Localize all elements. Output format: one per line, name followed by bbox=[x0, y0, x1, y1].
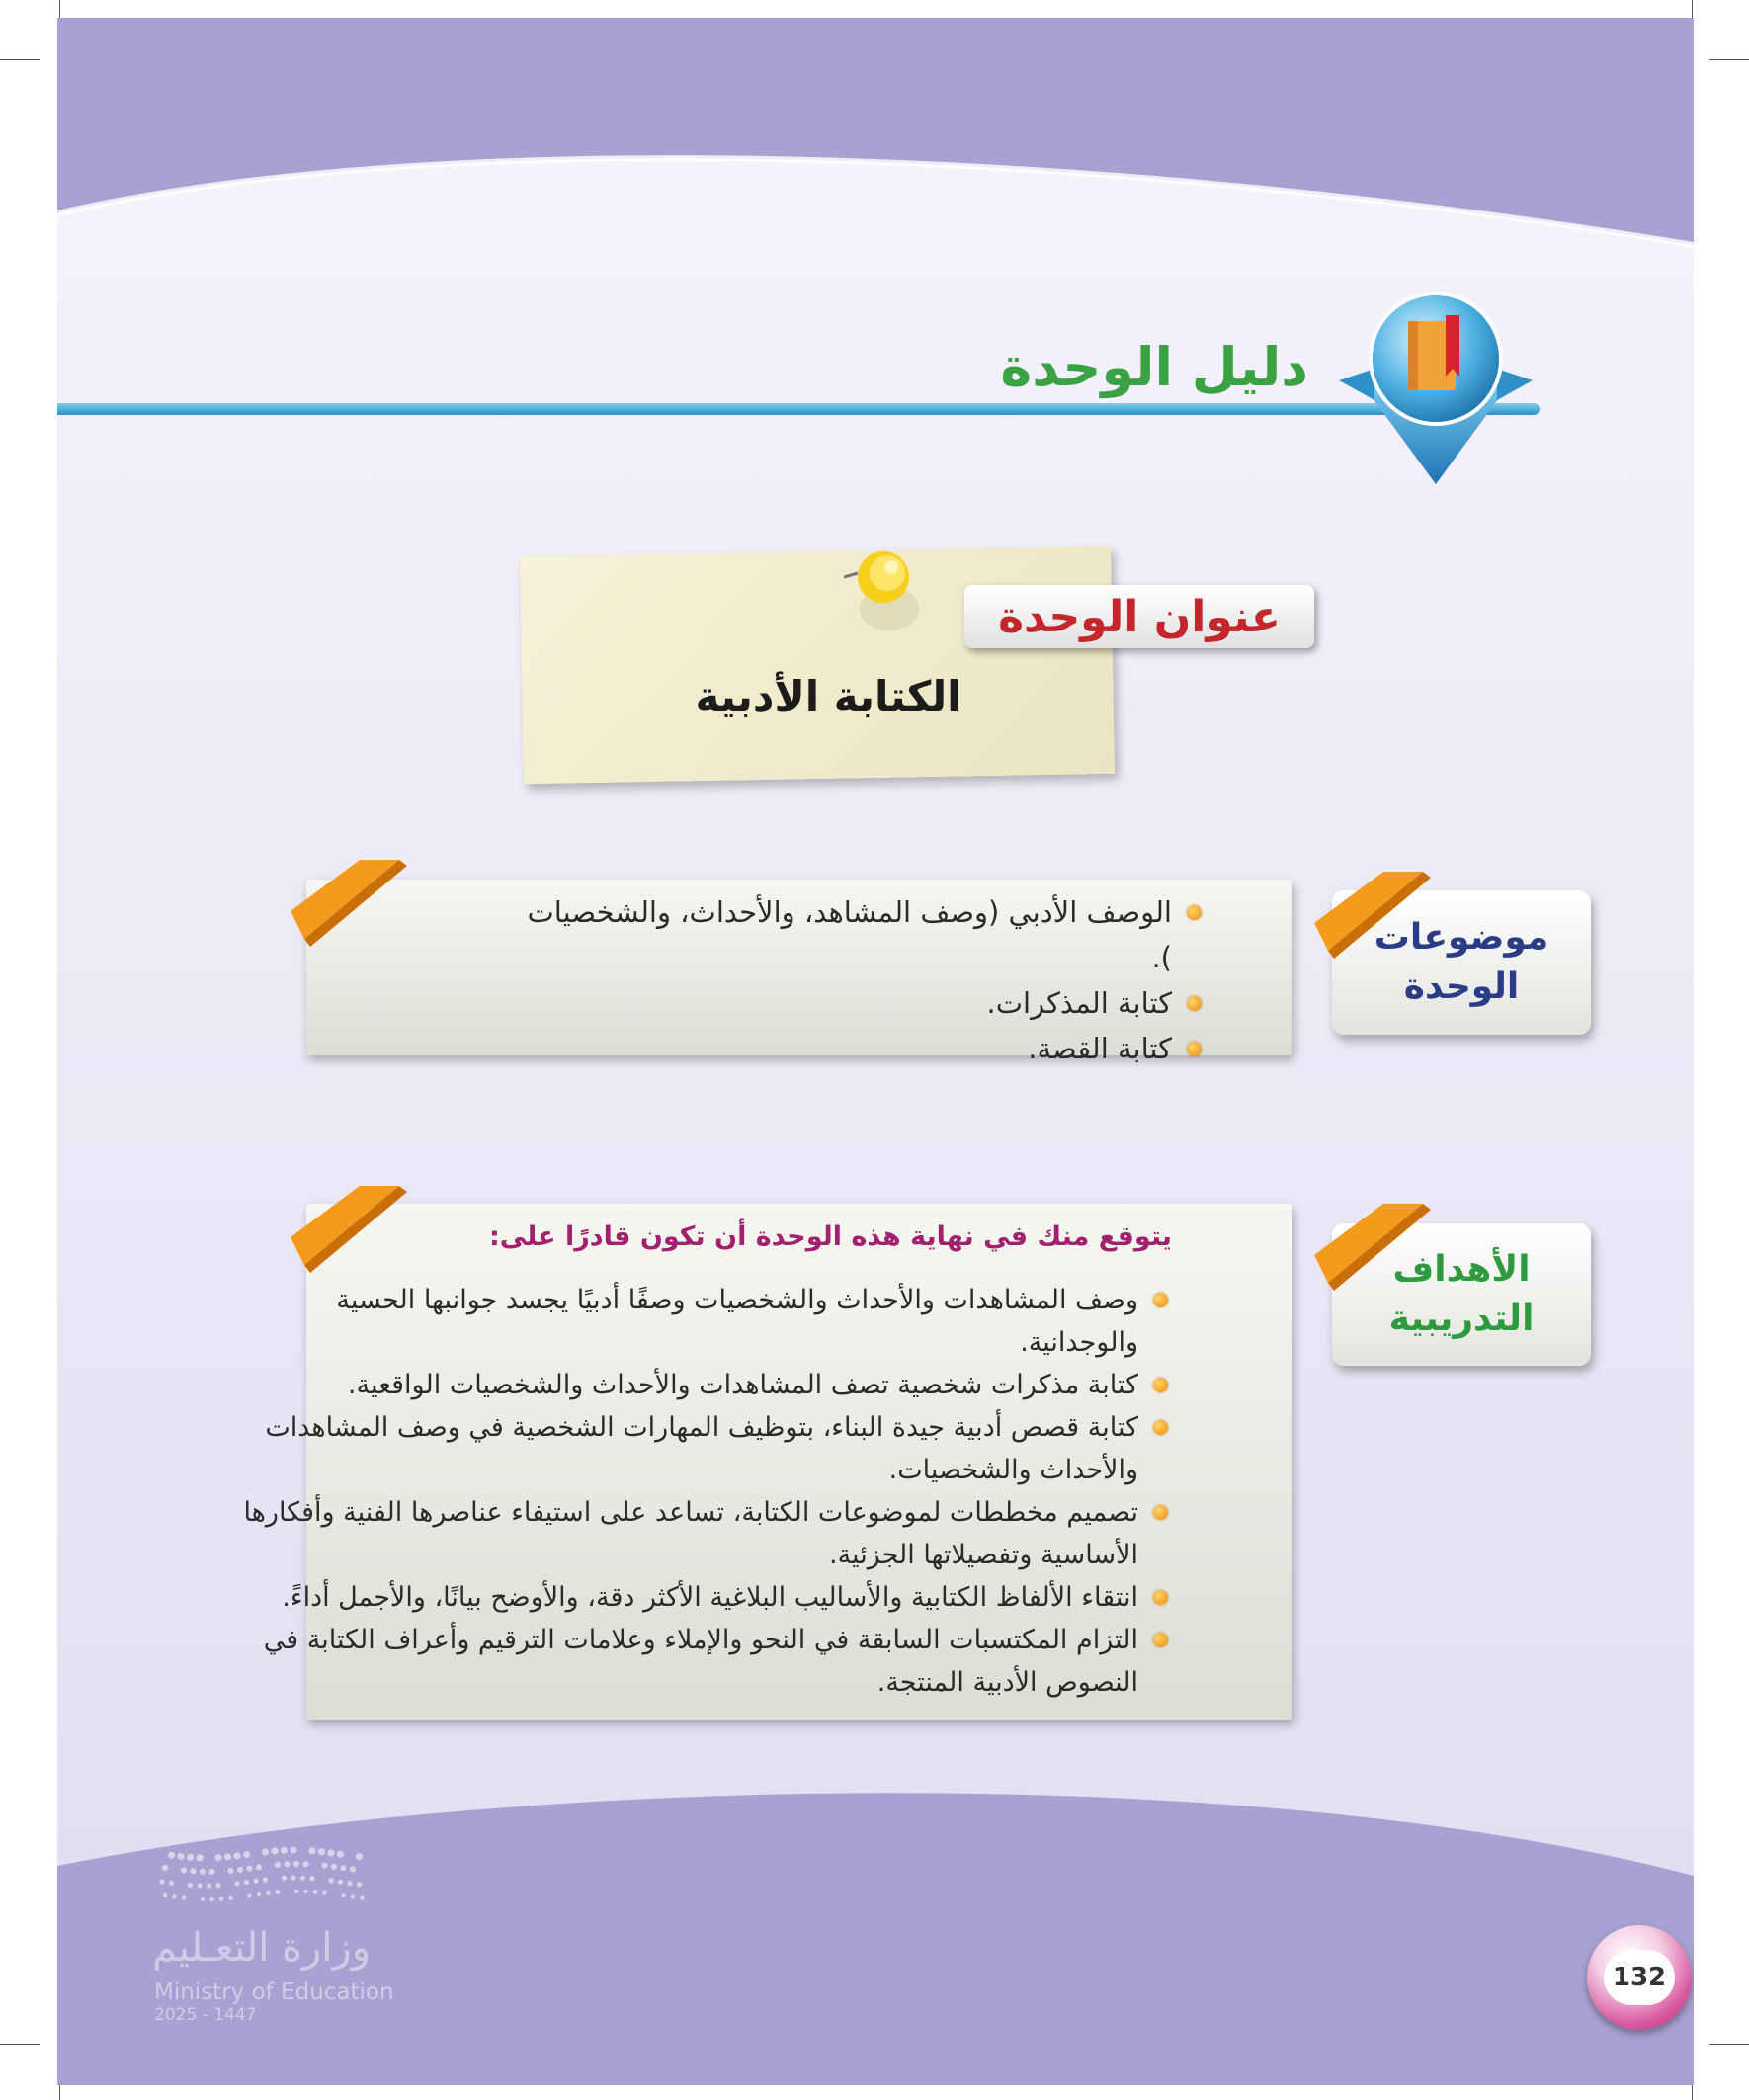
logo-dot bbox=[271, 1847, 278, 1854]
orange-corner-ribbon bbox=[291, 860, 419, 955]
logo-dot bbox=[294, 1890, 298, 1893]
goals-label-line2: التدريبية bbox=[1388, 1299, 1535, 1339]
logo-dot bbox=[215, 1883, 220, 1888]
bullet-icon bbox=[1187, 996, 1202, 1011]
logo-dot bbox=[263, 1877, 268, 1882]
logo-dot bbox=[318, 1848, 325, 1855]
logo-dot bbox=[246, 1865, 252, 1871]
logo-dot bbox=[293, 1861, 299, 1867]
crop-mark bbox=[0, 59, 40, 60]
list-item: تصميم مخططات لموضوعات الكتابة، تساعد على استيفاء عناصرها الفنية وأفكارها الأساسية وتفصيلاتها الجزئية. bbox=[241, 1491, 1168, 1576]
logo-dot bbox=[337, 1851, 344, 1858]
crop-mark bbox=[1709, 59, 1749, 60]
ministry-year: 2025 - 1447 bbox=[154, 2005, 257, 2025]
crop-mark bbox=[1709, 2044, 1749, 2045]
list-item: التزام المكتسبات السابقة في النحو والإملاء وعلامات الترقيم وأعراف الكتابة في النصوص الأدبية المنتجة. bbox=[241, 1619, 1168, 1704]
logo-dot bbox=[338, 1880, 343, 1885]
logo-dot bbox=[234, 1881, 239, 1886]
list-item: كتابة القصة. bbox=[510, 1026, 1202, 1071]
unit-title-label: عنوان الوحدة bbox=[964, 585, 1314, 648]
logo-dot bbox=[197, 1883, 202, 1888]
logo-dot bbox=[219, 1897, 223, 1901]
book-icon bbox=[1337, 290, 1535, 487]
logo-dot bbox=[291, 1875, 295, 1880]
list-item: الوصف الأدبي (وصف المشاهد، والأحداث، والشخصيات ). bbox=[510, 889, 1202, 980]
logo-dot bbox=[276, 1890, 280, 1894]
logo-dot bbox=[300, 1876, 305, 1881]
heading-underline-bar bbox=[57, 403, 1540, 415]
logo-dot bbox=[351, 1894, 355, 1898]
unit-title-note bbox=[520, 546, 1115, 784]
logo-dot bbox=[357, 1882, 362, 1887]
logo-dot bbox=[172, 1894, 176, 1898]
logo-dot bbox=[257, 1892, 261, 1896]
logo-dot bbox=[309, 1876, 314, 1881]
logo-dot bbox=[188, 1883, 193, 1888]
logo-dot bbox=[187, 1854, 194, 1861]
logo-dot bbox=[177, 1853, 184, 1860]
logo-dot bbox=[281, 1847, 288, 1854]
logo-dot bbox=[308, 1847, 315, 1854]
logo-dot bbox=[208, 1869, 214, 1875]
topics-label-line1: موضوعات bbox=[1374, 916, 1549, 958]
logo-dot bbox=[313, 1890, 317, 1894]
list-item: كتابة مذكرات شخصية تصف المشاهدات والأحداث والشخصيات الواقعية. bbox=[241, 1364, 1168, 1406]
topics-label-line2: الوحدة bbox=[1403, 966, 1520, 1007]
logo-dot bbox=[350, 1866, 356, 1872]
logo-dot bbox=[200, 1869, 206, 1875]
logo-dot bbox=[275, 1862, 281, 1868]
logo-dot bbox=[328, 1878, 333, 1883]
logo-dot bbox=[282, 1876, 287, 1881]
bullet-icon bbox=[1153, 1293, 1168, 1307]
bullet-icon bbox=[1153, 1420, 1168, 1435]
pushpin-icon bbox=[844, 544, 933, 652]
logo-dot bbox=[162, 1865, 168, 1871]
crop-mark bbox=[0, 2044, 40, 2045]
page-number-badge bbox=[1587, 1925, 1692, 2030]
logo-dot bbox=[321, 1863, 327, 1869]
page-title: دليل الوحدة bbox=[1000, 336, 1308, 398]
list-item: كتابة المذكرات. bbox=[510, 980, 1202, 1026]
logo-dot bbox=[253, 1879, 258, 1884]
logo-dot bbox=[244, 1880, 249, 1885]
logo-dot bbox=[262, 1848, 269, 1855]
logo-dot bbox=[347, 1881, 352, 1886]
bullet-icon bbox=[1153, 1505, 1168, 1520]
logo-dot bbox=[237, 1867, 243, 1873]
logo-dot bbox=[303, 1890, 307, 1893]
logo-dot bbox=[341, 1893, 345, 1897]
bullet-icon bbox=[1153, 1590, 1168, 1605]
logo-dot bbox=[163, 1893, 167, 1897]
logo-dot bbox=[159, 1879, 164, 1884]
logo-dot bbox=[247, 1893, 251, 1897]
logo-dot bbox=[322, 1891, 326, 1895]
logo-dot bbox=[331, 1864, 337, 1870]
logo-dot bbox=[182, 1895, 186, 1899]
topics-list bbox=[510, 889, 1202, 1071]
logo-dot bbox=[340, 1865, 346, 1871]
logo-dot bbox=[243, 1851, 250, 1858]
logo-dot bbox=[190, 1868, 196, 1874]
bullet-icon bbox=[1187, 905, 1202, 920]
goals-label-line1: الأهداف bbox=[1392, 1248, 1531, 1290]
logo-dot bbox=[360, 1896, 364, 1900]
logo-dot bbox=[302, 1861, 308, 1867]
orange-corner-ribbon bbox=[1314, 872, 1443, 966]
logo-dot bbox=[209, 1897, 213, 1901]
logo-dot bbox=[201, 1897, 205, 1901]
logo-dot bbox=[207, 1883, 211, 1888]
unit-title-value: الكتابة الأدبية bbox=[695, 672, 961, 720]
logo-dot bbox=[214, 1854, 221, 1861]
logo-dot bbox=[169, 1881, 174, 1886]
list-item: كتابة قصص أدبية جيدة البناء، بتوظيف المهارات الشخصية في وصف المشاهدات والأحداث والشخصيات. bbox=[241, 1406, 1168, 1491]
list-item: انتقاء الألفاظ الكتابية والأساليب البلاغية الأكثر دقة، والأوضح بيانًا، والأجمل أداءً. bbox=[241, 1576, 1168, 1619]
logo-dot bbox=[327, 1849, 334, 1856]
goals-intro: يتوقع منك في نهاية هذه الوحدة أن تكون قادرًا على: bbox=[488, 1221, 1172, 1252]
bullet-icon bbox=[1153, 1378, 1168, 1392]
ministry-name-english: Ministry of Education bbox=[154, 1979, 394, 2005]
ministry-logo-icon bbox=[156, 1846, 369, 1925]
textbook-page bbox=[57, 18, 1694, 2085]
logo-dot bbox=[256, 1864, 262, 1870]
orange-corner-ribbon bbox=[291, 1186, 419, 1281]
logo-dot bbox=[181, 1867, 187, 1873]
orange-corner-ribbon bbox=[1314, 1204, 1443, 1299]
list-item: وصف المشاهدات والأحداث والشخصيات وصفًا أدبيًا يجسد جوانبها الحسية والوجدانية. bbox=[241, 1279, 1168, 1364]
logo-dot bbox=[290, 1846, 296, 1853]
bullet-icon bbox=[1187, 1042, 1202, 1056]
logo-dot bbox=[168, 1852, 175, 1859]
goals-list bbox=[241, 1279, 1168, 1704]
logo-dot bbox=[284, 1861, 290, 1867]
logo-dot bbox=[356, 1853, 363, 1860]
logo-dot bbox=[228, 1896, 232, 1900]
page-number: 132 bbox=[1604, 1950, 1675, 2005]
logo-dot bbox=[233, 1852, 240, 1859]
logo-dot bbox=[227, 1868, 233, 1874]
logo-dot bbox=[224, 1853, 231, 1860]
bullet-icon bbox=[1153, 1633, 1168, 1647]
ministry-name-arabic: وزارة التعـليم bbox=[152, 1925, 372, 1971]
logo-dot bbox=[266, 1891, 270, 1895]
logo-dot bbox=[196, 1854, 203, 1861]
